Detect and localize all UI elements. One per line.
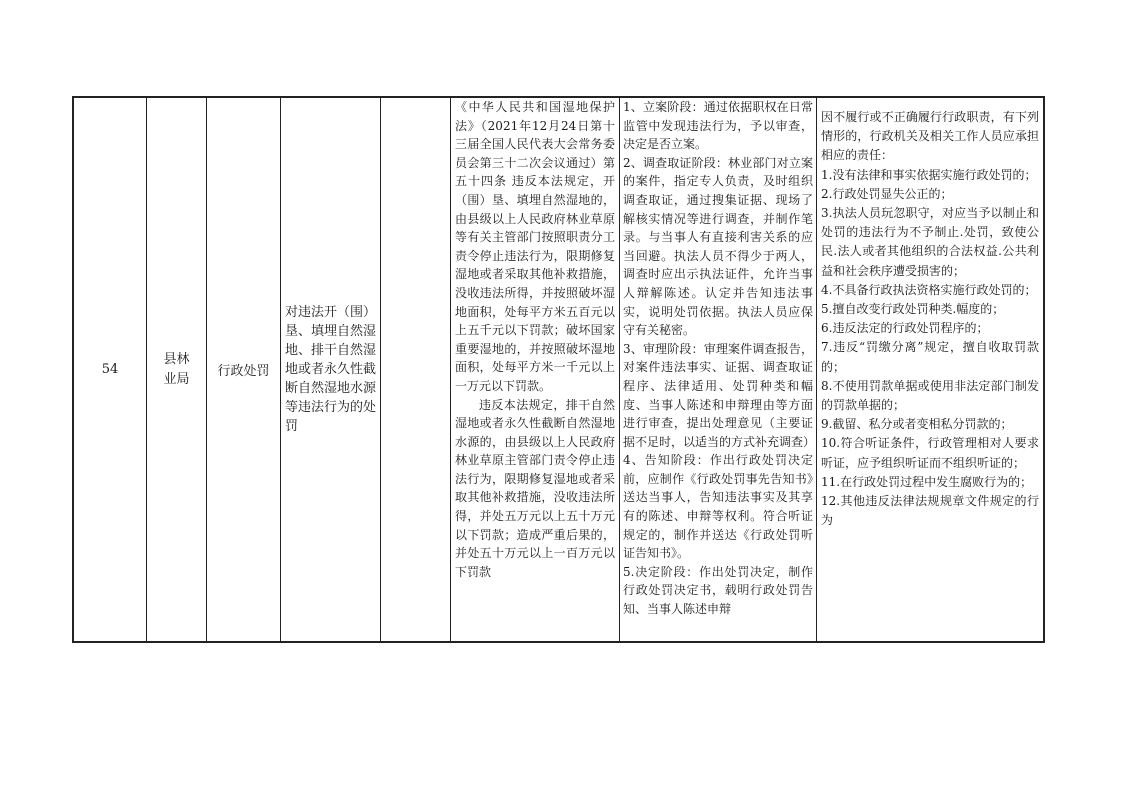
department-name: 县林业局: [163, 351, 190, 387]
responsibility-item: 8.不使用罚款单据或使用非法定部门制发的罚款单据的；: [821, 378, 1039, 413]
procedure-step: 2、调查取证阶段：林业部门对立案的案件，指定专人负责，及时组织调查取证，通过搜集证据、现场了解核实情况等进行调查，并制作笔录。与当事人有直接利害关系的应当回避。执法人员不得少于两人，调查时应出示执法证件，允许当事人辩解陈述。认定并告知违法事实，说明处罚依据。执法人员应保守有关秘密。: [623, 155, 813, 338]
responsibility-cell: [817, 98, 1043, 641]
procedure-step: 3、审理阶段：审理案件调查报告，对案件违法事实、证据、调查取证程序、法律适用、处罚种类和幅度、当事人陈述和申辩理由等方面进行审查，提出处理意见（主要证据不足时，以适当的方式补充调查）: [623, 341, 816, 449]
responsibility-item: 9.截留、私分或者变相私分罚款的；: [821, 417, 1013, 432]
row-number: 54: [101, 362, 119, 377]
responsibility-item: 因不履行或不正确履行行政职责，有下列情形的，行政机关及相关工作人员应承担相应的责任：: [821, 110, 1039, 163]
power-type-cell: [207, 98, 280, 641]
responsibility-item: 5.擅自改变行政处罚种类.幅度的；: [821, 302, 1005, 317]
department-cell: [147, 98, 206, 641]
procedure-step: 4、告知阶段：作出行政处罚决定前，应制作《行政处罚事先告知书》送达当事人，告知违法事实及其享有的陈述、申辩等权利。符合听证规定的，制作并送达《行政处罚听证告知书》。: [623, 453, 813, 561]
legal-basis-paragraph: 违反本法规定，排干自然湿地或者永久性截断自然湿地水源的，由县级以上人民政府林业草原主管部门责令停止违法行为，限期修复湿地或者采取其他补救措施，没收违法所得，并处五万元以上五十万元以下罚款；造成严重后果的，并处五十万元以上一百万元以下罚款: [455, 397, 615, 579]
responsibility-item: 7.违反“罚缴分离”规定，擅自收取罚款的；: [821, 340, 1039, 374]
table-row: [72, 96, 1045, 643]
responsibility-item: 12.其他违反法律法规规章文件规定的行为: [821, 494, 1039, 528]
procedure-step: 5.决定阶段：作出处罚决定，制作行政处罚决定书，载明行政处罚告知、当事人陈述申辩: [623, 564, 813, 617]
item-content: 对违法开（围）垦、填埋自然湿地、排干自然湿地或者永久性截断自然湿地水源等违法行为的处罚: [285, 305, 377, 434]
responsibility-item: 10.符合听证条件，行政管理相对人要求听证，应予组织听证而不组织听证的；: [821, 436, 1039, 470]
procedure-cell: [620, 98, 816, 641]
responsibility-item: 6.违反法定的行政处罚程序的；: [821, 321, 989, 336]
legal-basis-cell: [451, 98, 619, 641]
responsibility-item: 1.没有法律和事实依据实施行政处罚的；: [821, 167, 1037, 182]
procedure-step: 1、立案阶段：通过依据职权在日常监管中发现违法行为，予以审查，决定是否立案。: [623, 100, 813, 152]
row-number-cell: [74, 98, 146, 641]
responsibility-item: 4.不具备行政执法资格实施行政处罚的；: [821, 282, 1037, 297]
legal-basis-paragraph: 《中华人民共和国湿地保护法》（2021年12月24日第十三届全国人民代表大会常务委员会第三十二次会议通过）第五十四条 违反本法规定，开（围）垦、填埋自然湿地的，由县级以上人民政府林业草原等有关主管部门按照职责分工责令停止违法行为，限期修复湿地或者采取其他补救措施，没收违法所得，并按照破坏湿地面积，处每平方米五百元以上五千元以下罚款；破坏国家重要湿地的，并按照破坏湿地面积，处每平方米一千元以上一万元以下罚款。: [455, 100, 615, 393]
empty-cell: [381, 98, 450, 641]
responsibility-item: 11.在行政处罚过程中发生腐败行为的；: [821, 474, 1033, 489]
responsibility-item: 2.行政处罚显失公正的；: [821, 186, 953, 201]
power-type: 行政处罚: [217, 364, 270, 379]
responsibility-item: 3.执法人员玩忽职守，对应当予以制止和处罚的违法行为不予制止.处罚，致使公民.法人或者其他组织的合法权益.公共利益和社会秩序遭受损害的；: [821, 206, 1039, 278]
item-content-cell: [281, 98, 380, 641]
